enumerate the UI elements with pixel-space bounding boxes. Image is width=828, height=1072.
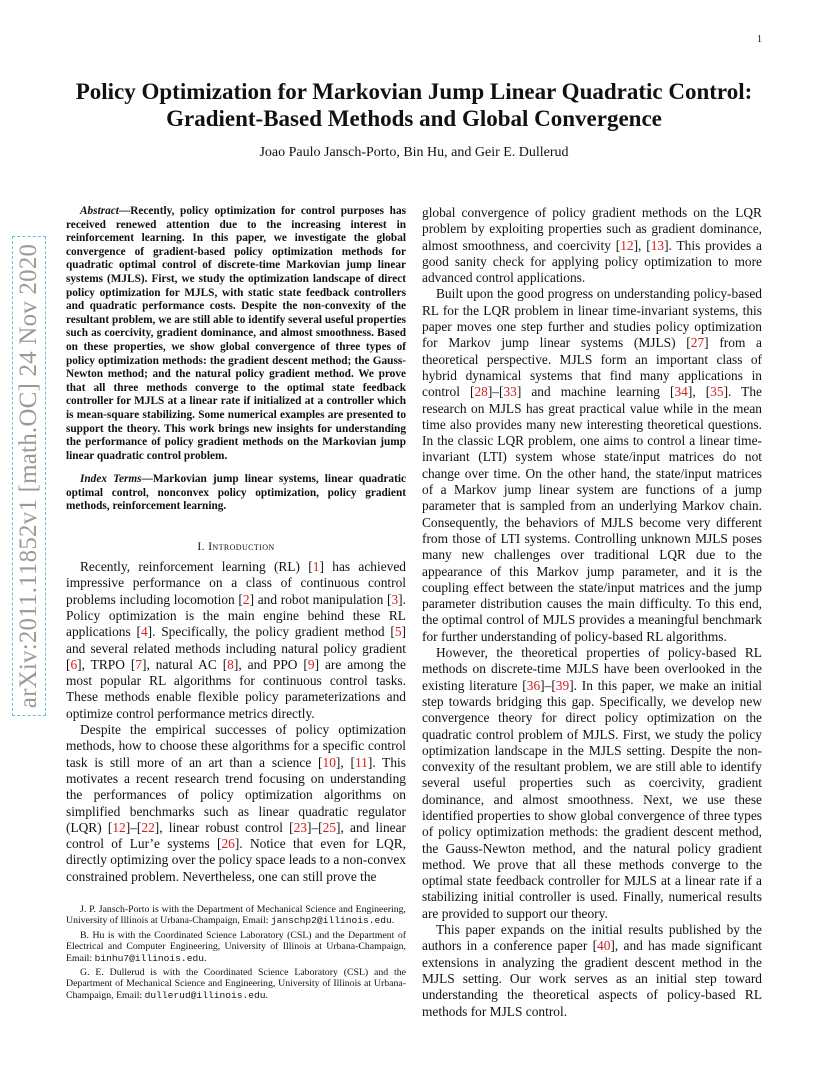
paper-title bbox=[40, 78, 788, 132]
citation-link[interactable]: 35 bbox=[710, 384, 724, 400]
intro-paragraph-6: This paper expands on the initial results published by the authors in a conference paper [40], and has made significant extensions in analyzing the gradient descent method in the MJLS setting. Our work serves as an initial step toward understanding the theoretical aspects of policy-based RL methods for MJLS control. bbox=[422, 922, 762, 1019]
citation-link[interactable]: 7 bbox=[135, 656, 143, 672]
arxiv-stamp-text: arXiv:2011.11852v1 [math.OC] 24 Nov 2020 bbox=[15, 243, 42, 709]
intro-paragraph-5: However, the theoretical properties of policy-based RL methods on discrete-time MJLS have been overlooked in the existing literature [36]–[39]. In this paper, we make an initial step towards bridging this gap. Specifically, we develop new convergence theory for direct policy optimization on the quadratic control problem of MJLS. First, we study the policy optimization landscape in the MJLS setting. Despite the non-convexity of the resultant problem, we are still able to identify several useful properties such as coercivity, gradient dominance, and almost smoothness. Next, we use these identified properties to show global convergence of three types of policy optimization methods: the gradient descent method, the Gauss-Newton method, and the natural policy gradient method. We prove that all these methods converge to the optimal state feedback controller for MJLS at a linear rate if a stabilizing initial controller is used. Finally, numerical results are provided to support our theory. bbox=[422, 645, 762, 921]
intro-paragraph-3: global convergence of policy gradient methods on the LQR problem by exploiting properties such as gradient dominance, almost smoothness, and coercivity [12], [13]. This provides a good sanity check for applying policy optimization to more advanced control applications. bbox=[422, 205, 762, 286]
citation-link[interactable]: 2 bbox=[242, 591, 250, 607]
title-line-2: Gradient-Based Methods and Global Convergence bbox=[166, 106, 662, 131]
email-link[interactable]: janschp2@illinois.edu bbox=[270, 915, 392, 927]
citation-link[interactable]: 26 bbox=[221, 836, 235, 852]
abstract bbox=[66, 205, 406, 463]
index-terms-label: Index Terms bbox=[80, 473, 142, 486]
abstract-label: Abstract bbox=[80, 205, 119, 217]
intro-paragraph-2: Despite the empirical successes of policy optimization methods, how to choose these algorithms for a specific control task is still more of an art than a science [10], [11]. This motivates a recent research trend focusing on understanding the performances of policy optimization algorithms on simplified benchmarks such as linear quadratic regulator (LQR) [12]–[22], linear robust control [23]–[25], and linear control of Lur’e systems [26]. Notice that even for LQR, directly optimizing over the policy space leads to a non-convex constrained problem. Nevertheless, one can still prove the bbox=[66, 722, 406, 884]
arxiv-stamp bbox=[12, 236, 46, 716]
index-terms bbox=[66, 473, 406, 514]
citation-link[interactable]: 12 bbox=[620, 237, 634, 253]
citation-link[interactable]: 25 bbox=[322, 819, 337, 835]
section-heading bbox=[66, 541, 406, 553]
author-list: Joao Paulo Jansch-Porto, Bin Hu, and Geir E. Dullerud bbox=[259, 145, 569, 160]
citation-link[interactable]: 12 bbox=[112, 819, 126, 835]
citation-link[interactable]: 5 bbox=[394, 624, 402, 640]
citation-link[interactable]: 6 bbox=[70, 656, 78, 672]
citation-link[interactable]: 10 bbox=[322, 754, 336, 770]
intro-paragraph-4: Built upon the good progress on understanding policy-based RL for the LQR problem in linear time-invariant systems, this paper moves one step further and studies policy optimization for Markov jump linear systems (MJLS) [27] from a theoretical perspective. MJLS form an important class of hybrid dynamical systems that find many applications in control [28]–[33] and machine learning [34], [35]. The research on MJLS has great practical value while in the mean time also provides many new interesting theoretical questions. In the classic LQR problem, one aims to control a linear time-invariant (LTI) system whose state/input matrices do not change over time. On the other hand, the state/input matrices of a Markov jump linear system are functions of a jump parameter that is sampled from an underlying Markov chain. Consequently, the behaviors of MJLS become very different from those of LTI systems. Controlling unknown MJLS poses many new challenges over traditional LQR due to the appearance of this Markov jump parameter, and it is the coupling effect between the state/input matrices and the jump parameter distribution causes the main difficulty. To this end, the optimal control of MJLS provides a meaningful benchmark for further understanding of policy-based RL algorithms. bbox=[422, 286, 762, 644]
citation-link[interactable]: 22 bbox=[141, 819, 155, 835]
citation-link[interactable]: 28 bbox=[474, 384, 488, 400]
citation-link[interactable]: 8 bbox=[227, 656, 234, 672]
section-number: I. bbox=[197, 541, 209, 554]
email-link[interactable]: dullerud@illinois.edu bbox=[144, 989, 266, 1001]
citation-link[interactable]: 27 bbox=[690, 335, 705, 351]
right-column bbox=[422, 205, 762, 1020]
citation-link[interactable]: 36 bbox=[526, 677, 541, 693]
footnote-1: J. P. Jansch-Porto is with the Department of Mechanical Science and Engineering, University of Illinois at Urbana-Champaign, Email: janschp2@illinois.edu. bbox=[66, 904, 406, 927]
footnotes bbox=[66, 904, 406, 1004]
abstract-text: —Recently, policy optimization for control purposes has received renewed attention due to the increasing interest in reinforcement learning. In this paper, we investigate the global convergence of gradient-based policy optimization methods for quadratic optimal control of discrete-time Markovian jump linear systems (MJLS). First, we study the optimization landscape of direct policy optimization for MJLS, with static state feedback controllers and quadratic performance costs. Despite the non-convexity of the resultant problem, we are still able to identify several useful properties such as coercivity, gradient dominance, and almost smoothness. Based on these properties, we show global convergence of three types of policy optimization methods: the gradient descent method; the Gauss-Newton method; and the natural policy gradient method. We prove that all three methods converge to the optimal state feedback controller for MJLS at a linear rate if initialized at a controller which is mean-square stabilizing. Some numerical examples are presented to support the theory. This work brings new insights for understanding the performance of policy gradient methods on the Markovian jump linear quadratic control problem. bbox=[66, 205, 406, 462]
left-column bbox=[66, 205, 406, 885]
footnote-3: G. E. Dullerud is with the Coordinated Science Laboratory (CSL) and the Department of Mechanical Science and Engineering, University of Illinois at Urbana-Champaign, Email: dullerud@illinois.edu. bbox=[66, 967, 406, 1001]
citation-link[interactable]: 40 bbox=[597, 938, 611, 954]
citation-link[interactable]: 9 bbox=[307, 656, 315, 672]
intro-paragraph-1: Recently, reinforcement learning (RL) [1] has achieved impressive performance on a class of continuous control problems including locomotion [2] and robot manipulation [3]. Policy optimization is the main engine behind these RL applications [4]. Specifically, the policy gradient method [5] and several related methods including natural policy gradient [6], TRPO [7], natural AC [8], and PPO [9] are among the most popular RL algorithms for continuous control tasks. These methods enable flexible policy parameterizations and optimize control performance metrics directly. bbox=[66, 559, 407, 721]
citation-link[interactable]: 1 bbox=[312, 559, 320, 575]
citation-link[interactable]: 4 bbox=[140, 624, 148, 640]
citation-link[interactable]: 33 bbox=[503, 384, 517, 400]
citation-link[interactable]: 39 bbox=[555, 677, 570, 693]
citation-link[interactable]: 34 bbox=[674, 384, 688, 400]
email-link[interactable]: binhu7@illinois.edu bbox=[94, 952, 204, 964]
footnote-2: B. Hu is with the Coordinated Science Laboratory (CSL) and the Department of Electrical and Computer Engineering, University of Illinois at Urbana-Champaign, Email: binhu7@illinois.edu. bbox=[66, 929, 406, 964]
citation-link[interactable]: 13 bbox=[650, 237, 665, 253]
citation-link[interactable]: 11 bbox=[354, 754, 368, 770]
page-number: 1 bbox=[757, 34, 762, 45]
section-title: Introduction bbox=[208, 541, 275, 554]
citation-link[interactable]: 23 bbox=[293, 819, 307, 835]
title-line-1: Policy Optimization for Markovian Jump Linear Quadratic Control: bbox=[75, 79, 753, 104]
citation-link[interactable]: 3 bbox=[391, 591, 399, 607]
index-terms-text: —Markovian jump linear systems, linear quadratic optimal control, nonconvex policy optimization, policy gradient methods, reinforcement learning. bbox=[66, 473, 406, 513]
